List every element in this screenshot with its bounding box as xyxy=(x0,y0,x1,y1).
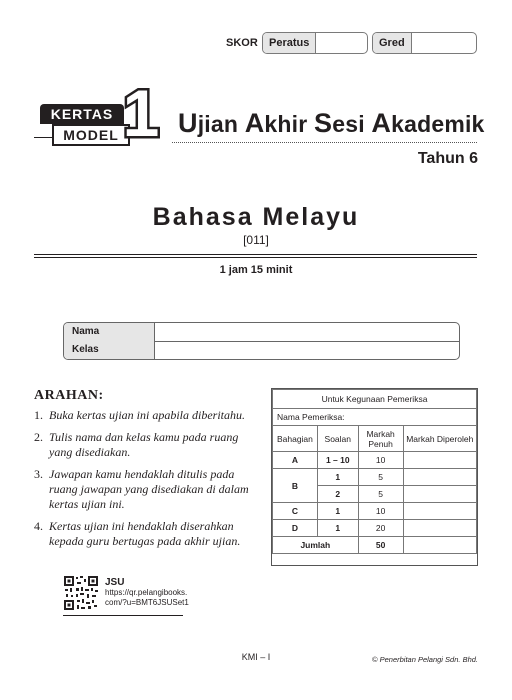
header-soalan: Soalan xyxy=(317,426,358,452)
peratus-box[interactable] xyxy=(262,32,368,54)
instruction-item: 4. Kertas ujian ini hendaklah diserahkan kepada guru bertugas pada akhir ujian. xyxy=(34,519,241,548)
qr-info xyxy=(105,578,189,608)
kertas-badge: KERTAS xyxy=(40,104,124,124)
student-info-box xyxy=(63,322,460,360)
gred-label: Gred xyxy=(373,33,412,53)
qr-label: JSU xyxy=(105,577,125,588)
header-bahagian: Bahagian xyxy=(273,426,318,452)
table-row: 2 5 xyxy=(273,486,477,503)
class-label: Kelas xyxy=(64,341,155,359)
total-row: Jumlah 50 xyxy=(273,537,477,554)
exam-title: Ujian Akhir Sesi Akademik xyxy=(178,108,485,138)
markah-diperoleh-cell[interactable] xyxy=(403,452,476,469)
instructions-title: ARAHAN: xyxy=(34,388,104,403)
table-row: D 1 20 xyxy=(273,520,477,537)
qr-url-line2[interactable]: com/?u=BMT6JSUSet1 xyxy=(105,598,189,607)
total-diperoleh-cell[interactable] xyxy=(403,537,476,554)
table-row: B 1 5 xyxy=(273,469,477,486)
instructions-list xyxy=(34,408,259,556)
name-row[interactable] xyxy=(64,323,459,342)
instruction-item: 1. Buka kertas ujian ini apabila diberitahu. xyxy=(34,408,245,422)
subject-rule-bottom xyxy=(34,257,477,258)
header-markah-penuh: Markah Penuh xyxy=(358,426,403,452)
year-label: Tahun 6 xyxy=(417,150,478,167)
table-row: A 1 – 10 10 xyxy=(273,452,477,469)
examiner-title: Untuk Kegunaan Pemeriksa xyxy=(273,390,477,409)
skor-label: SKOR xyxy=(226,37,258,49)
name-label: Nama xyxy=(64,323,155,341)
markah-diperoleh-cell[interactable] xyxy=(403,520,476,537)
model-badge: MODEL xyxy=(52,124,130,146)
peratus-label: Peratus xyxy=(263,33,316,53)
examiner-name-field[interactable]: Nama Pemeriksa: xyxy=(273,409,477,426)
copyright: © Penerbitan Pelangi Sdn. Bhd. xyxy=(371,655,478,664)
qr-url-line1[interactable]: https://qr.pelangibooks. xyxy=(105,588,188,597)
header-markah-diperoleh: Markah Diperoleh xyxy=(403,426,476,452)
gred-box[interactable] xyxy=(372,32,477,54)
paper-number-outline: 1 xyxy=(122,76,160,150)
qr-underline xyxy=(63,615,183,616)
table-row: C 1 10 xyxy=(273,503,477,520)
page-number: KMI – I xyxy=(241,652,271,662)
instruction-item: 2. Tulis nama dan kelas kamu pada ruang yang disediakan. xyxy=(34,430,239,459)
subject-rule-top xyxy=(34,254,477,255)
title-dotted-rule xyxy=(172,142,477,143)
duration: 1 jam 15 minit xyxy=(219,264,293,276)
qr-code-icon[interactable] xyxy=(63,575,99,611)
markah-diperoleh-cell[interactable] xyxy=(403,486,476,503)
class-row[interactable] xyxy=(64,341,459,359)
subject-code: [011] xyxy=(243,233,269,247)
instruction-item: 3. Jawapan kamu hendaklah ditulis pada ruang jawapan yang disediakan di dalam kertas ujian ini. xyxy=(34,467,249,511)
markah-diperoleh-cell[interactable] xyxy=(403,469,476,486)
subject-title: Bahasa Melayu xyxy=(152,203,360,231)
markah-diperoleh-cell[interactable] xyxy=(403,503,476,520)
examiner-table xyxy=(271,388,478,566)
